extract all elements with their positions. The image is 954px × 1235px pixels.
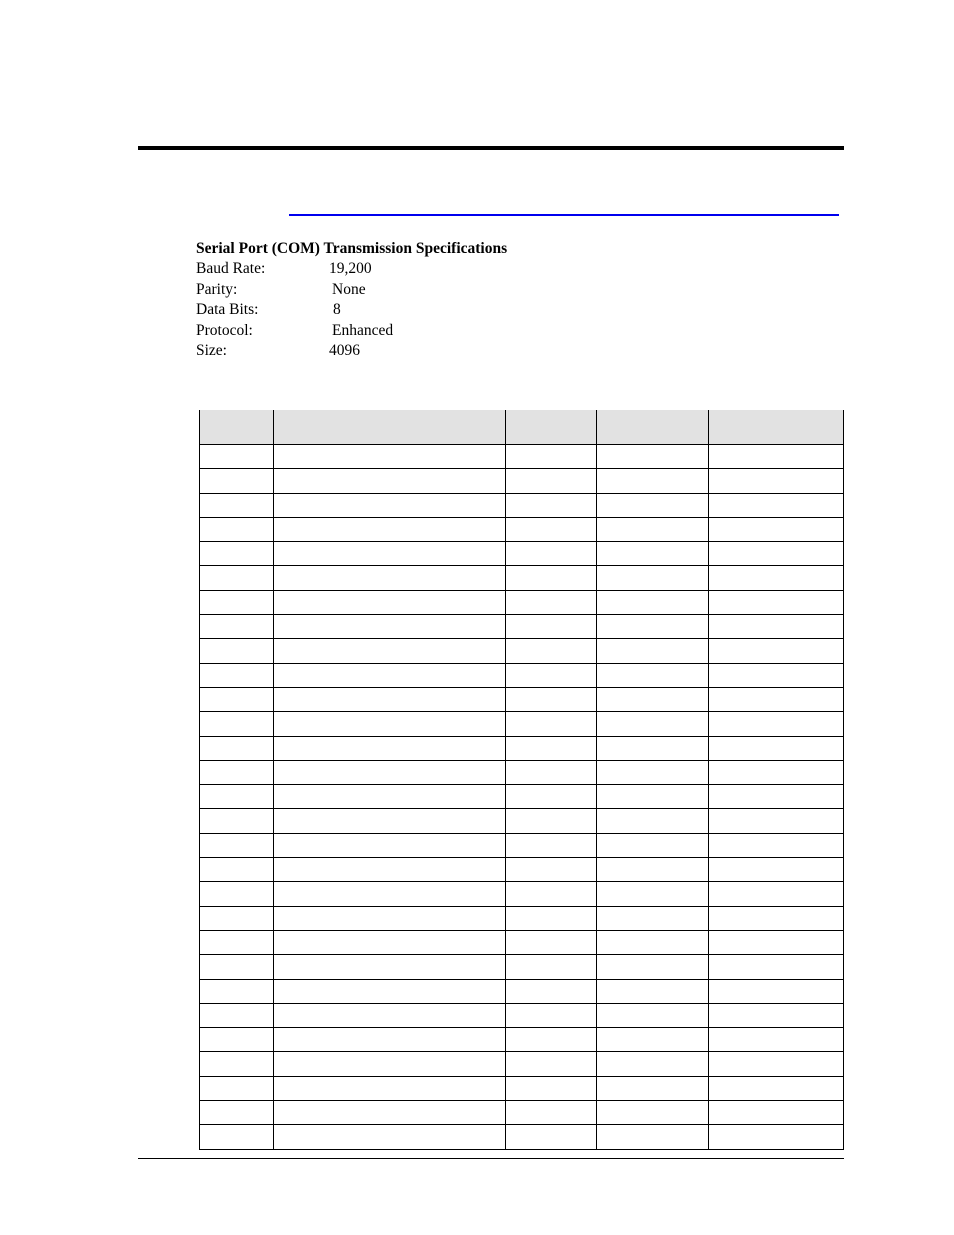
table-cell bbox=[274, 663, 506, 687]
table-cell bbox=[274, 712, 506, 736]
spec-label: Size: bbox=[196, 341, 227, 359]
table-row bbox=[200, 1101, 844, 1125]
table-cell bbox=[274, 833, 506, 857]
table-cell bbox=[506, 833, 597, 857]
table-header-cell bbox=[597, 410, 709, 445]
table-cell bbox=[200, 955, 274, 979]
table-cell bbox=[597, 615, 709, 639]
table-cell bbox=[506, 687, 597, 711]
table-cell bbox=[506, 469, 597, 493]
table-cell bbox=[274, 930, 506, 954]
table-row bbox=[200, 1052, 844, 1076]
table-cell bbox=[274, 760, 506, 784]
table-cell bbox=[506, 493, 597, 517]
spec-value: 4096 bbox=[329, 341, 360, 359]
table-cell bbox=[200, 1028, 274, 1052]
table-cell bbox=[274, 493, 506, 517]
table-cell bbox=[506, 663, 597, 687]
table-cell bbox=[274, 639, 506, 663]
table-cell bbox=[597, 687, 709, 711]
table-cell bbox=[274, 1052, 506, 1076]
table-cell bbox=[597, 566, 709, 590]
table-cell bbox=[274, 517, 506, 541]
table-cell bbox=[274, 615, 506, 639]
table-cell bbox=[506, 760, 597, 784]
table-cell bbox=[597, 736, 709, 760]
spec-row-size bbox=[196, 341, 507, 361]
table-row bbox=[200, 639, 844, 663]
table-cell bbox=[274, 858, 506, 882]
spec-value: 8 bbox=[333, 301, 341, 319]
table-cell bbox=[597, 809, 709, 833]
table-cell bbox=[709, 906, 844, 930]
table-cell bbox=[506, 445, 597, 469]
table-cell bbox=[200, 542, 274, 566]
table-cell bbox=[597, 493, 709, 517]
table-cell bbox=[506, 590, 597, 614]
table-cell bbox=[200, 1076, 274, 1100]
table-cell bbox=[200, 663, 274, 687]
table-cell bbox=[200, 1052, 274, 1076]
table-cell bbox=[709, 712, 844, 736]
table-cell bbox=[597, 639, 709, 663]
table-row bbox=[200, 566, 844, 590]
table-cell bbox=[709, 809, 844, 833]
footer-rule bbox=[138, 1158, 844, 1159]
table-cell bbox=[274, 687, 506, 711]
table-cell bbox=[200, 517, 274, 541]
table-cell bbox=[200, 639, 274, 663]
table-row bbox=[200, 930, 844, 954]
table-row bbox=[200, 663, 844, 687]
table-cell bbox=[709, 833, 844, 857]
table-row bbox=[200, 712, 844, 736]
table-cell bbox=[709, 760, 844, 784]
spec-value: None bbox=[332, 280, 366, 298]
table-row bbox=[200, 979, 844, 1003]
table-header-cell bbox=[506, 410, 597, 445]
table-row bbox=[200, 590, 844, 614]
table-cell bbox=[274, 736, 506, 760]
spec-value: Enhanced bbox=[332, 321, 394, 339]
table-row bbox=[200, 906, 844, 930]
table-cell bbox=[597, 955, 709, 979]
table-cell bbox=[274, 1028, 506, 1052]
table-cell bbox=[709, 639, 844, 663]
table-cell bbox=[709, 1052, 844, 1076]
table-cell bbox=[200, 809, 274, 833]
table-cell bbox=[506, 639, 597, 663]
table-cell bbox=[709, 566, 844, 590]
table-cell bbox=[597, 882, 709, 906]
spec-label: Baud Rate: bbox=[196, 260, 266, 278]
table-row bbox=[200, 1076, 844, 1100]
table-row bbox=[200, 469, 844, 493]
table-cell bbox=[709, 469, 844, 493]
table-cell bbox=[506, 809, 597, 833]
table-cell bbox=[597, 590, 709, 614]
table-row bbox=[200, 785, 844, 809]
table-cell bbox=[709, 1101, 844, 1125]
table-cell bbox=[506, 736, 597, 760]
table-cell bbox=[597, 1003, 709, 1027]
table-cell bbox=[506, 1003, 597, 1027]
table-row bbox=[200, 493, 844, 517]
table-cell bbox=[274, 590, 506, 614]
table-header-cell bbox=[274, 410, 506, 445]
table-cell bbox=[200, 882, 274, 906]
table-row bbox=[200, 833, 844, 857]
table-row bbox=[200, 858, 844, 882]
table-row bbox=[200, 955, 844, 979]
table-cell bbox=[200, 687, 274, 711]
spec-row-parity bbox=[196, 280, 507, 300]
table-cell bbox=[274, 1003, 506, 1027]
table-cell bbox=[597, 445, 709, 469]
table-cell bbox=[709, 882, 844, 906]
table-cell bbox=[506, 882, 597, 906]
table-cell bbox=[709, 930, 844, 954]
table-cell bbox=[200, 858, 274, 882]
table-cell bbox=[597, 542, 709, 566]
table-cell bbox=[506, 906, 597, 930]
register-table bbox=[199, 410, 844, 1150]
table-cell bbox=[506, 930, 597, 954]
table-cell bbox=[200, 566, 274, 590]
table-cell bbox=[506, 615, 597, 639]
table-cell bbox=[200, 445, 274, 469]
table-cell bbox=[506, 1125, 597, 1149]
table-cell bbox=[506, 858, 597, 882]
table-cell bbox=[597, 1101, 709, 1125]
table-cell bbox=[597, 979, 709, 1003]
serial-port-specs bbox=[196, 239, 507, 361]
table-row bbox=[200, 1125, 844, 1149]
table-cell bbox=[597, 663, 709, 687]
table-cell bbox=[506, 1028, 597, 1052]
table-cell bbox=[274, 906, 506, 930]
table-row bbox=[200, 760, 844, 784]
spec-label: Protocol: bbox=[196, 321, 253, 339]
table-cell bbox=[709, 687, 844, 711]
table-cell bbox=[709, 590, 844, 614]
table-cell bbox=[200, 1003, 274, 1027]
table-header-cell bbox=[200, 410, 274, 445]
table-cell bbox=[709, 493, 844, 517]
table-row bbox=[200, 882, 844, 906]
table-cell bbox=[506, 1076, 597, 1100]
table-cell bbox=[506, 1052, 597, 1076]
table-cell bbox=[274, 445, 506, 469]
table-cell bbox=[274, 1101, 506, 1125]
table-cell bbox=[597, 833, 709, 857]
table-cell bbox=[597, 712, 709, 736]
table-row bbox=[200, 809, 844, 833]
table-cell bbox=[506, 955, 597, 979]
table-cell bbox=[200, 712, 274, 736]
table-cell bbox=[709, 517, 844, 541]
table-cell bbox=[506, 1101, 597, 1125]
table-cell bbox=[709, 955, 844, 979]
table-cell bbox=[597, 760, 709, 784]
table-cell bbox=[597, 858, 709, 882]
table-cell bbox=[506, 542, 597, 566]
table-cell bbox=[200, 736, 274, 760]
table-row bbox=[200, 542, 844, 566]
spec-label: Parity: bbox=[196, 280, 238, 298]
table-cell bbox=[597, 930, 709, 954]
table-cell bbox=[597, 1076, 709, 1100]
table-cell bbox=[709, 663, 844, 687]
spec-row-baud-rate bbox=[196, 259, 507, 279]
table-cell bbox=[274, 955, 506, 979]
table-cell bbox=[200, 760, 274, 784]
table-header-row bbox=[200, 410, 844, 445]
table-cell bbox=[274, 785, 506, 809]
table-cell bbox=[506, 979, 597, 1003]
table-cell bbox=[274, 979, 506, 1003]
hyperlink-underline[interactable] bbox=[289, 214, 839, 216]
spec-value: 19,200 bbox=[329, 260, 372, 278]
table-cell bbox=[274, 1125, 506, 1149]
table-cell bbox=[200, 615, 274, 639]
table-cell bbox=[709, 1125, 844, 1149]
table-cell bbox=[597, 1028, 709, 1052]
table-row bbox=[200, 615, 844, 639]
header-rule bbox=[138, 146, 844, 150]
table-cell bbox=[597, 469, 709, 493]
table-cell bbox=[200, 1125, 274, 1149]
table-row bbox=[200, 736, 844, 760]
table-cell bbox=[709, 858, 844, 882]
table-cell bbox=[200, 785, 274, 809]
table-cell bbox=[597, 517, 709, 541]
table-cell bbox=[274, 542, 506, 566]
table-cell bbox=[709, 785, 844, 809]
table-cell bbox=[709, 1003, 844, 1027]
table-row bbox=[200, 1003, 844, 1027]
table-cell bbox=[709, 1076, 844, 1100]
table-cell bbox=[200, 590, 274, 614]
table-cell bbox=[200, 930, 274, 954]
table-cell bbox=[709, 1028, 844, 1052]
table-cell bbox=[506, 517, 597, 541]
spec-row-protocol bbox=[196, 321, 507, 341]
table-row bbox=[200, 445, 844, 469]
table-cell bbox=[709, 979, 844, 1003]
table-cell bbox=[709, 445, 844, 469]
table-cell bbox=[274, 882, 506, 906]
table-cell bbox=[200, 493, 274, 517]
table-cell bbox=[709, 736, 844, 760]
table-cell bbox=[597, 906, 709, 930]
table-cell bbox=[274, 809, 506, 833]
table-cell bbox=[506, 712, 597, 736]
specs-title: Serial Port (COM) Transmission Specifications bbox=[196, 240, 508, 257]
table-row bbox=[200, 687, 844, 711]
table-cell bbox=[597, 1052, 709, 1076]
table-cell bbox=[506, 785, 597, 809]
table-cell bbox=[274, 469, 506, 493]
table-body bbox=[200, 445, 844, 1150]
table-cell bbox=[200, 1101, 274, 1125]
table-cell bbox=[200, 469, 274, 493]
table-row bbox=[200, 517, 844, 541]
table-cell bbox=[274, 566, 506, 590]
table-cell bbox=[597, 1125, 709, 1149]
table-cell bbox=[506, 566, 597, 590]
table-row bbox=[200, 1028, 844, 1052]
spec-row-data-bits bbox=[196, 300, 507, 320]
table-header-cell bbox=[709, 410, 844, 445]
spec-label: Data Bits: bbox=[196, 301, 259, 319]
table-cell bbox=[709, 542, 844, 566]
table-cell bbox=[200, 833, 274, 857]
table-cell bbox=[274, 1076, 506, 1100]
table-cell bbox=[597, 785, 709, 809]
table-cell bbox=[200, 906, 274, 930]
table-cell bbox=[709, 615, 844, 639]
table-cell bbox=[200, 979, 274, 1003]
